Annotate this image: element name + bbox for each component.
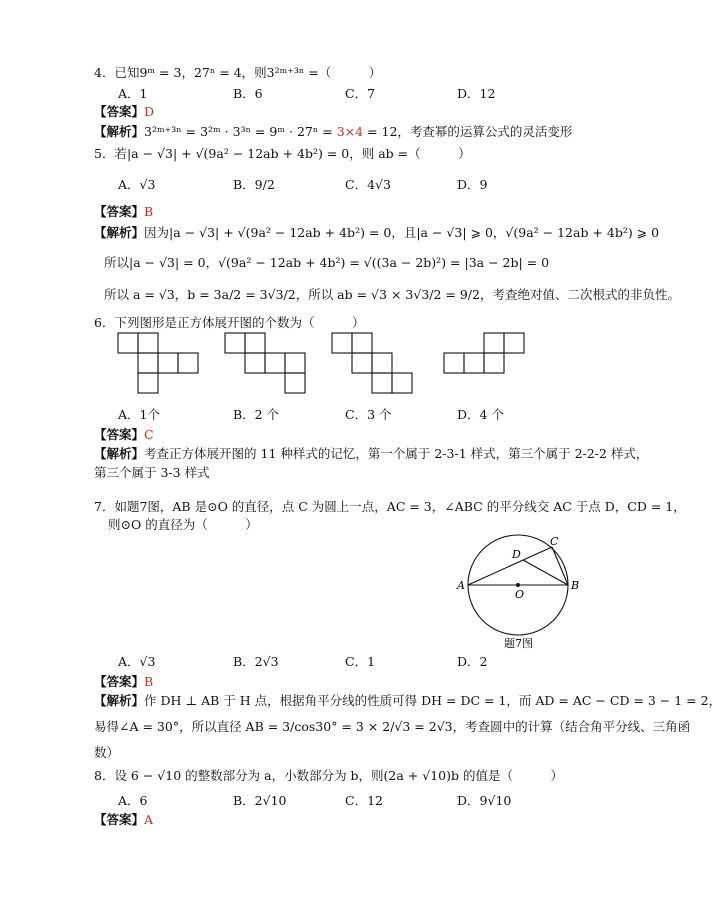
q4-stem: 4．已知9ᵐ = 3，27ⁿ = 4，则3²ᵐ⁺³ⁿ =（ ） (94, 65, 382, 80)
analysis-text: 作 DH ⊥ AB 于 H 点，根据角平分线的性质可得 DH = DC = 1，而 AD = AC − CD = 3 − 1 = 2， (144, 693, 721, 708)
q7-option-a: A．√3 (118, 654, 156, 669)
q7-stem-2: 则⊙O 的直径为（ ） (108, 517, 258, 532)
q6-option-a: A．1个 (118, 407, 160, 422)
answer-value: C (144, 427, 154, 442)
q7-answer (94, 674, 153, 690)
q5-option-a: A．√3 (118, 177, 156, 192)
q8-option-b: B．2√10 (233, 793, 287, 808)
q7-option-c: C．1 (345, 654, 376, 669)
label-o: O (515, 588, 525, 601)
analysis-label: 【解析】 (94, 446, 145, 461)
q4-analysis (94, 124, 572, 140)
q7-analysis-3: 数） (94, 745, 120, 760)
label-b: B (571, 579, 580, 592)
q8-option-a: A．6 (118, 793, 148, 808)
answer-label: 【答案】 (94, 427, 145, 442)
analysis-label: 【解析】 (94, 124, 145, 139)
q6-answer (94, 427, 154, 443)
q6-stem: 6．下列图形是正方体展开图的个数为（ ） (94, 315, 365, 330)
label-c: C (550, 535, 559, 548)
q7-option-b: B．2√3 (233, 654, 279, 669)
cube-net-4 (444, 333, 524, 373)
chord-bc (552, 547, 568, 585)
q5-analysis-2: 所以|a − √3| = 0，√(9a² − 12ab + 4b²) = √((3a − 2b)²) = |3a − 2b| = 0 (104, 255, 550, 270)
circle-figure (454, 535, 584, 655)
analysis-highlight: 3×4 (336, 124, 364, 139)
q4-option-d: D．12 (457, 86, 496, 101)
q4-option-c: C．7 (345, 86, 376, 101)
answer-label: 【答案】 (94, 812, 145, 827)
q6-option-b: B．2 个 (233, 407, 280, 422)
q7-stem-1: 7．如题7图，AB 是⊙O 的直径，点 C 为圆上一点，AC = 3，∠ABC 的平分线交 AC 于点 D，CD = 1， (94, 499, 686, 514)
q5-option-c: C．4√3 (345, 177, 391, 192)
q5-option-d: D．9 (457, 177, 488, 192)
analysis-label: 【解析】 (94, 693, 145, 708)
q6-option-d: D．4 个 (457, 407, 504, 422)
analysis-text: 考查正方体展开图的 11 种样式的记忆，第一个属于 2-3-1 样式，第三个属于 2-2-2 样式， (144, 446, 649, 461)
center-point (516, 583, 520, 587)
answer-value: A (144, 812, 154, 827)
q5-analysis-1 (94, 225, 659, 241)
label-d: D (512, 548, 521, 561)
q8-answer (94, 812, 153, 828)
q8-option-d: D．9√10 (457, 793, 512, 808)
q6-analysis-2: 第三个属于 3-3 样式 (94, 465, 210, 480)
q6-option-c: C．3 个 (345, 407, 392, 422)
answer-label: 【答案】 (94, 104, 145, 119)
cube-net-3 (332, 333, 412, 393)
q5-answer (94, 204, 153, 220)
q7-analysis-1 (94, 693, 721, 709)
q7-analysis-2: 易得∠A = 30°，所以直径 AB = 3/cos30° = 3 × 2/√3 = 2√3，考查圆中的计算（结合角平分线、三角函 (94, 719, 691, 734)
label-a: A (457, 579, 465, 592)
q4-answer (94, 104, 154, 120)
answer-label: 【答案】 (94, 204, 145, 219)
answer-value: B (144, 674, 154, 689)
q7-option-d: D．2 (457, 654, 488, 669)
cube-net-1 (118, 333, 198, 393)
q5-stem: 5．若|a − √3| + √(9a² − 12ab + 4b²) = 0，则 ab =（ ） (94, 146, 471, 161)
analysis-text: 因为|a − √3| + √(9a² − 12ab + 4b²) = 0，且|a − √3| ⩾ 0，√(9a² − 12ab + 4b²) ⩾ 0 (144, 225, 660, 240)
cube-net-2 (225, 333, 305, 393)
bisector-bd (523, 560, 568, 585)
analysis-text: 3²ᵐ⁺³ⁿ = 3²ᵐ · 3³ⁿ = 9ᵐ · 27ⁿ = (144, 124, 337, 139)
chord-ac (468, 547, 552, 585)
analysis-label: 【解析】 (94, 225, 145, 240)
answer-value: D (144, 104, 155, 119)
q4-option-a: A．1 (118, 86, 148, 101)
q6-analysis-1 (94, 446, 648, 462)
answer-label: 【答案】 (94, 674, 145, 689)
q5-analysis-3: 所以 a = √3，b = 3a/2 = 3√3/2，所以 ab = √3 × 3√3/2 = 9/2，考查绝对值、二次根式的非负性。 (104, 287, 680, 302)
q8-stem: 8．设 6 − √10 的整数部分为 a，小数部分为 b，则(2a + √10)b 的值是（ ） (94, 768, 563, 783)
answer-value: B (144, 204, 154, 219)
q4-option-b: B．6 (233, 86, 263, 101)
analysis-text: = 12，考查幂的运算公式的灵活变形 (363, 124, 573, 139)
q5-option-b: B．9/2 (233, 177, 275, 192)
figure-caption: 题7图 (504, 637, 533, 650)
q8-option-c: C．12 (345, 793, 383, 808)
